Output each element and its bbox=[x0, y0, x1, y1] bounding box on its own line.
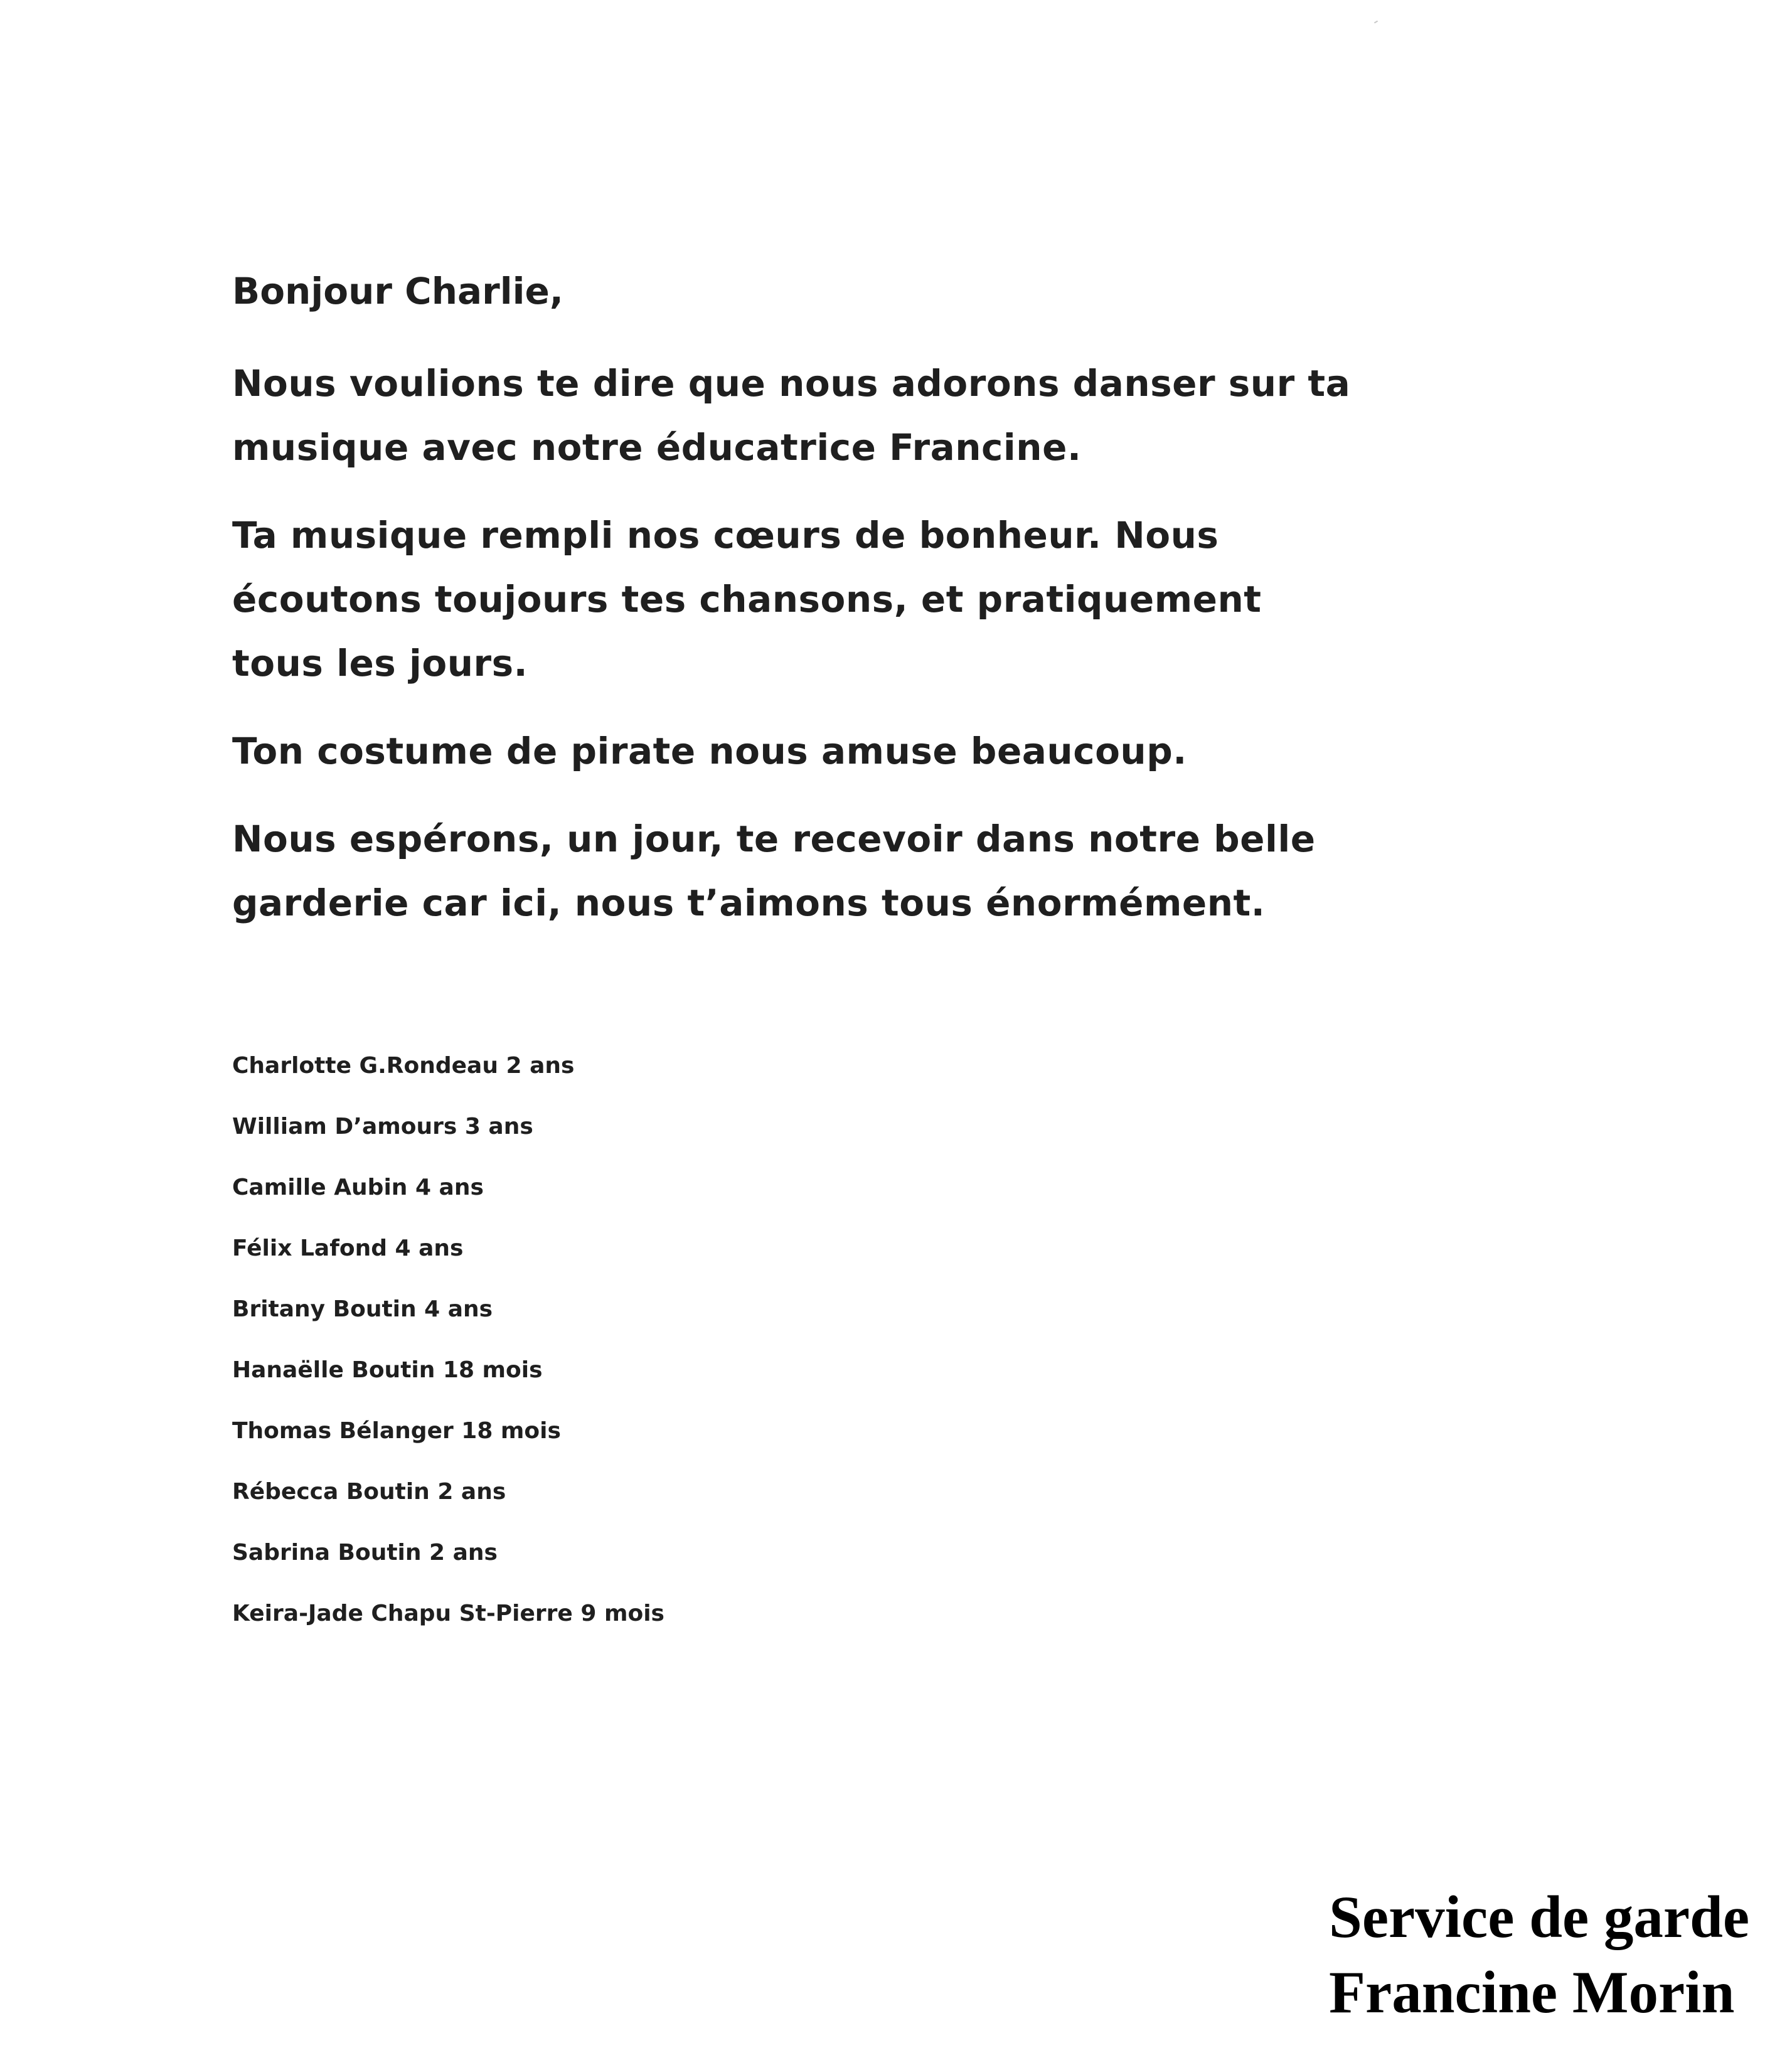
letter-paragraph: Ton costume de pirate nous amuse beaucoup. bbox=[232, 729, 1187, 772]
signature-item: Thomas Bélanger 18 mois bbox=[232, 1418, 561, 1444]
signature-list bbox=[232, 1035, 664, 1644]
signature-item: Sabrina Boutin 2 ans bbox=[232, 1540, 498, 1566]
signature-item: Charlotte G.Rondeau 2 ans bbox=[232, 1053, 575, 1079]
signature-item: Rébecca Boutin 2 ans bbox=[232, 1479, 506, 1505]
letter-greeting: Bonjour Charlie, bbox=[232, 270, 563, 312]
signature-item: Félix Lafond 4 ans bbox=[232, 1235, 464, 1261]
signature-item: Keira-Jade Chapu St-Pierre 9 mois bbox=[232, 1601, 664, 1626]
signature-item: William D’amours 3 ans bbox=[232, 1114, 533, 1139]
letter-paragraph: Nous espérons, un jour, te recevoir dans notre belle garderie car ici, nous t’aimons tous énormément. bbox=[232, 817, 1316, 924]
signature-item: Hanaëlle Boutin 18 mois bbox=[232, 1357, 543, 1383]
letter-paragraph: Nous voulions te dire que nous adorons danser sur ta musique avec notre éducatrice Francine. bbox=[232, 361, 1351, 469]
signature-item: Britany Boutin 4 ans bbox=[232, 1296, 493, 1322]
scan-speck bbox=[1374, 21, 1378, 24]
daycare-name-line1: Service de garde bbox=[1329, 1884, 1750, 1950]
daycare-name bbox=[1329, 1879, 1749, 2030]
letter-body bbox=[232, 270, 1362, 959]
daycare-name-line2: Francine Morin bbox=[1329, 1959, 1735, 2025]
letter-paragraph: Ta musique rempli nos cœurs de bonheur. Nous écoutons toujours tes chansons, et pratiquement tous les jours. bbox=[232, 513, 1262, 685]
signature-item: Camille Aubin 4 ans bbox=[232, 1175, 484, 1200]
